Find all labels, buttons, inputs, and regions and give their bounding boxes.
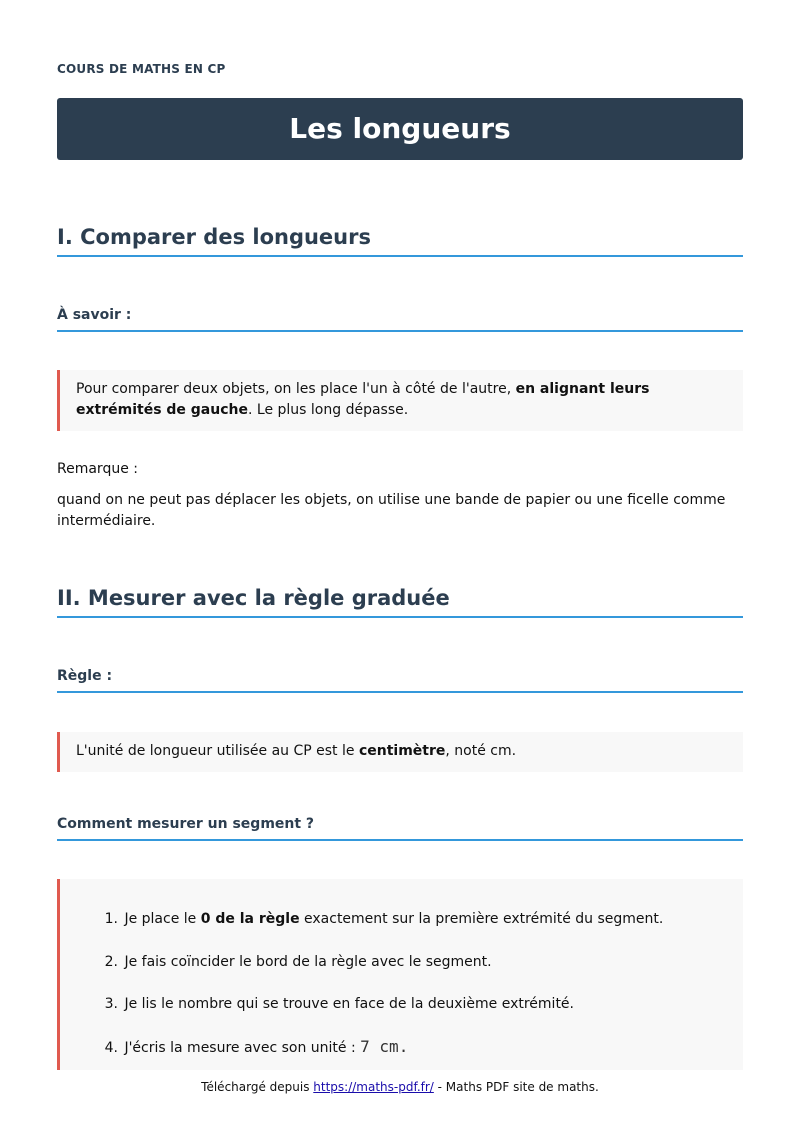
step-text: Je fais coïncider le bord de la règle avec le segment. [124, 954, 492, 970]
page-title: Les longueurs [57, 98, 743, 160]
step-number: 1. [104, 911, 118, 927]
remark-label: Remarque : [57, 461, 138, 477]
callout-bold: en alignant leurs extrémités de gauche [76, 381, 650, 418]
step-number: 2. [104, 954, 118, 970]
step-number: 3. [104, 996, 118, 1012]
course-kicker: COURS DE MATHS EN CP [57, 62, 226, 76]
howto-heading: Comment mesurer un segment ? [57, 816, 743, 841]
step-bold: 0 de la règle [200, 911, 300, 927]
steps-list [57, 879, 743, 1070]
step-number: 4. [104, 1040, 118, 1056]
section-2-heading: II. Mesurer avec la règle graduée [57, 586, 743, 618]
step-text: Je lis le nombre qui se trouve en face de la deuxième extrémité. [124, 996, 574, 1012]
list-item [96, 1036, 408, 1059]
regle-text: L'unité de longueur utilisée au CP est le [76, 743, 359, 759]
callout-text: Pour comparer deux objets, on les place l'un à côté de l'autre, [76, 381, 516, 397]
measure-value: 7 cm. [360, 1037, 409, 1056]
step-text-end: exactement sur la première extrémité du segment. [299, 911, 664, 927]
page-footer [0, 1080, 800, 1094]
footer-text-end: - Maths PDF site de maths. [433, 1080, 599, 1094]
regle-text-end: , noté cm. [445, 743, 517, 759]
section-1-heading: I. Comparer des longueurs [57, 225, 743, 257]
list-item [96, 994, 574, 1015]
regle-heading: Règle : [57, 668, 743, 693]
callout-text-end: . Le plus long dépasse. [248, 402, 409, 418]
regle-callout [57, 732, 743, 772]
step-text: J'écris la mesure avec son unité : [124, 1040, 361, 1056]
remark-text: quand on ne peut pas déplacer les objets, on utilise une bande de papier ou une ficelle comme intermédiaire. [57, 492, 726, 529]
list-item [96, 952, 492, 973]
step-text: Je place le [124, 911, 201, 927]
list-item [96, 909, 663, 930]
footer-link[interactable]: https://maths-pdf.fr/ [313, 1080, 434, 1094]
footer-text: Téléchargé depuis [201, 1080, 314, 1094]
a-savoir-callout [57, 370, 743, 431]
a-savoir-heading: À savoir : [57, 307, 743, 332]
regle-bold: centimètre [358, 743, 446, 759]
